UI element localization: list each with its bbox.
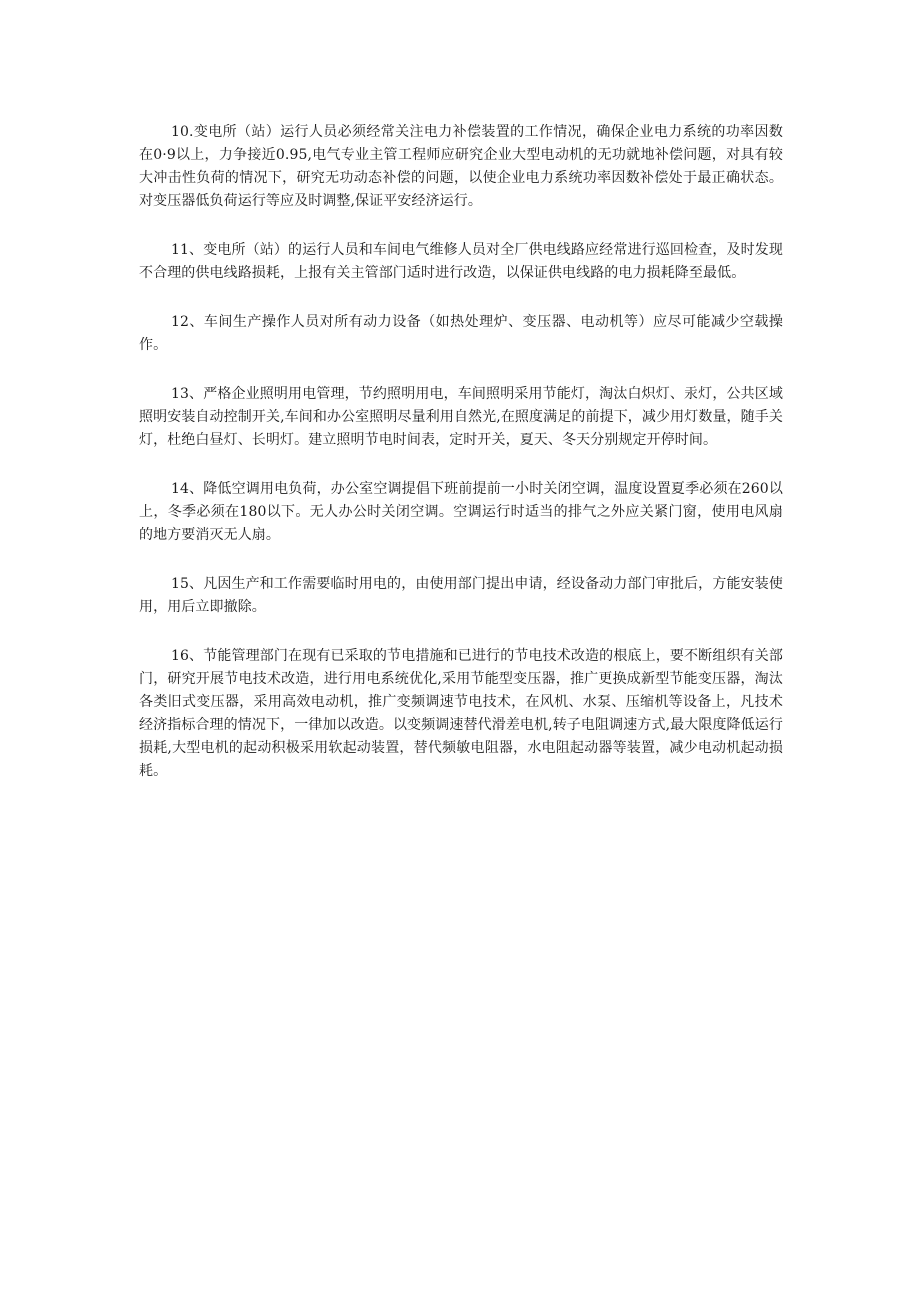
document-body xyxy=(139,121,783,809)
paragraph-15: 15、凡因生产和工作需要临时用电的，由使用部门提出申请，经设备动力部门审批后，方能安装使用，用后立即撤除。 xyxy=(139,576,783,615)
paragraph-16: 16、节能管理部门在现有已采取的节电措施和已进行的节电技术改造的根底上，要不断组织有关部门，研究开展节电技术改造，进行用电系统优化,采用节能型变压器，推广更换成新型节能变压器，淘汰各类旧式变压器，采用高效电动机，推广变频调速节电技术，在风机、水泵、压缩机等设备上，凡技术经济指标合理的情况下，一律加以改造。以变频调速替代滑差电机,转子电阻调速方式,最大限度降低运行损耗,大型电机的起动积极采用软起动装置，替代频敏电阻器，水电阻起动器等装置，减少电动机起动损耗。 xyxy=(139,648,783,779)
paragraph-12: 12、车间生产操作人员对所有动力设备（如热处理炉、变压器、电动机等）应尽可能减少空载操作。 xyxy=(139,314,783,353)
paragraph-13: 13、严格企业照明用电管理，节约照明用电，车间照明采用节能灯，淘汰白炽灯、汞灯，公共区域照明安装自动控制开关,车间和办公室照明尽量利用自然光,在照度满足的前提下，减少用灯数量，随手关灯，杜绝白昼灯、长明灯。建立照明节电时间表，定时开关，夏天、冬天分别规定开停时间。 xyxy=(139,386,783,448)
paragraph-14: 14、降低空调用电负荷，办公室空调提倡下班前提前一小时关闭空调，温度设置夏季必须在260以上，冬季必须在180以下。无人办公时关闭空调。空调运行时适当的排气之外应关紧门窗，使用电风扇的地方要消灭无人扇。 xyxy=(139,481,783,543)
paragraph-10: 10.变电所（站）运行人员必须经常关注电力补偿装置的工作情况，确保企业电力系统的功率因数在0·9以上，力争接近0.95,电气专业主管工程师应研究企业大型电动机的无功就地补偿问题，对具有较大冲击性负荷的情况下，研究无功动态补偿的问题，以使企业电力系统功率因数补偿处于最正确状态。对变压器低负荷运行等应及时调整,保证平安经济运行。 xyxy=(139,124,783,209)
paragraph-11: 11、变电所（站）的运行人员和车间电气维修人员对全厂供电线路应经常进行巡回检查，及时发现不合理的供电线路损耗，上报有关主管部门适时进行改造，以保证供电线路的电力损耗降至最低。 xyxy=(139,242,783,281)
